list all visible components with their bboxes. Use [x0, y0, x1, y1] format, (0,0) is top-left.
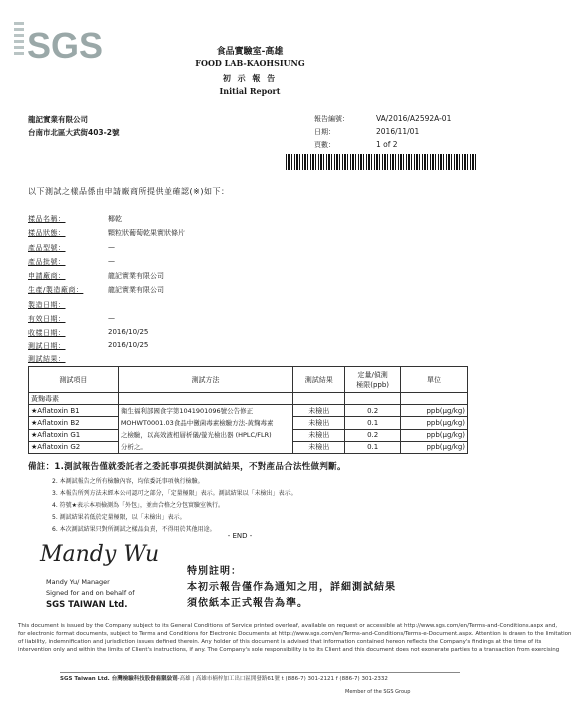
note-item: 3. 本報告所列方法未經本公司認可之部分，「定量極限」表示。測試結果以「未檢出」表示。: [52, 490, 297, 497]
table-cell-limit: 0.2: [345, 429, 401, 441]
field-value: 龍記實業有限公司: [108, 286, 164, 294]
page-count-label: 頁數：: [314, 141, 335, 149]
field-label: 收樣日期：: [28, 329, 66, 337]
disclaimer-line: of liability, indemnification and jurisdiction issues defined therein. Any holder of this document is advised that information contained hereon reflects the Company's findings at the time of its: [18, 639, 542, 645]
table-header-limit: 定量/偵測 極限(ppb): [345, 367, 401, 393]
table-cell-unit: ppb(μg/kg): [401, 405, 468, 417]
notes-title: 備註：1.測試報告僅就委託者之委託事項提供測試結果，不對產品合法性做判斷。: [28, 462, 346, 472]
page-count-value: 1 of 2: [376, 140, 398, 149]
field-value: 2016/10/25: [108, 328, 149, 336]
client-address: 台南市北區大武街403-2號: [28, 128, 120, 137]
signed-for-label: Signed for and on behalf of: [46, 589, 135, 597]
table-cell-item: ★Aflatoxin B1: [29, 405, 119, 417]
table-cell-unit: ppb(μg/kg): [401, 441, 468, 453]
table-header-result: 測試結果: [293, 367, 345, 393]
sgs-logo: [14, 18, 106, 66]
report-number-label: 報告編號：: [314, 115, 349, 123]
signer-name-title: Mandy Yu/ Manager: [46, 578, 110, 586]
field-value: —: [108, 243, 115, 251]
field-value: —: [108, 257, 115, 265]
field-label: 產品型號：: [28, 244, 66, 252]
field-label: 有效日期：: [28, 315, 66, 323]
table-cell-unit: ppb(μg/kg): [401, 417, 468, 429]
field-value: 2016/10/25: [108, 341, 149, 349]
disclaimer-line: This document is issued by the Company subject to its General Conditions of Service printed overleaf, available on request or accessible at http://www.sgs.com/en/Terms-and-Conditions.aspx and,: [18, 623, 558, 629]
barcode: [286, 154, 476, 170]
client-name: 龍記實業有限公司: [28, 115, 88, 124]
field-label: 產品批號：: [28, 258, 66, 266]
report-date-label: 日期：: [314, 128, 335, 136]
table-cell-item: ★Aflatoxin G2: [29, 441, 119, 453]
special-notice-line: 本初示報告僅作為通知之用，詳細測試結果: [187, 582, 396, 593]
results-table: [28, 366, 468, 454]
end-mark: - END -: [227, 532, 253, 540]
logo-text: SGS: [27, 25, 104, 66]
notes-list: [52, 476, 472, 536]
field-label: 測試結果：: [28, 355, 66, 363]
report-title-en: Initial Report: [219, 86, 281, 96]
table-group-label: 黃麴毒素: [29, 393, 119, 405]
method-line: 衛生福利部國食字第1041901096號公告修正: [120, 407, 254, 415]
field-label: 樣品狀態：: [28, 229, 66, 237]
table-cell-result: 未檢出: [293, 441, 345, 453]
method-line: 之檢驗，以高效液相層析儀/螢光檢出器 (HPLC/FLR): [120, 431, 272, 439]
field-label: 申請廠商：: [28, 272, 66, 280]
table-header-unit: 單位: [401, 367, 468, 393]
table-row: [29, 405, 468, 417]
note-item: 2. 本測試報告之所有檢驗內容，均依委託事項執行檢驗。: [52, 478, 204, 485]
field-value: —: [108, 314, 115, 322]
field-value: 椰乾: [108, 215, 122, 223]
note-item: 4. 符號★表示本項檢測為「外包」，並由合格之分包實驗室執行。: [52, 502, 225, 509]
table-cell-result: 未檢出: [293, 417, 345, 429]
report-date-value: 2016/11/01: [376, 127, 420, 136]
table-cell-result: 未檢出: [293, 429, 345, 441]
disclaimer-line: for electronic format documents, subject to Terms and Conditions for Electronic Documents at http://www.sgs.com/en/Terms-and-Conditions/Terms-e-Document.aspx. Attention is drawn to the limitation: [18, 631, 572, 637]
table-cell-item: ★Aflatoxin G1: [29, 429, 119, 441]
footer-company: SGS Taiwan Ltd. 台灣檢驗科技股份有限公司: [60, 676, 178, 682]
footer-disclaimer: [18, 622, 572, 654]
table-cell-limit: 0.2: [345, 405, 401, 417]
field-label: 製造日期：: [28, 301, 66, 309]
report-title-zh: 初 示 報 告: [222, 73, 278, 83]
signer-company: SGS TAIWAN Ltd.: [46, 600, 128, 610]
lab-title-zh: 食品實驗室-高雄: [216, 47, 284, 57]
table-cell-limit: 0.1: [345, 417, 401, 429]
footer-divider: [60, 672, 460, 673]
table-header-item: 測試項目: [29, 367, 119, 393]
intro-text: 以下測試之樣品係由申請廠商所提供並確認(※)如下：: [28, 187, 230, 196]
table-cell-result: 未檢出: [293, 405, 345, 417]
method-line: MOHWT0001.03食品中黴菌毒素檢驗方法-黃麴毒素: [120, 419, 274, 427]
field-label: 生產/製造廠商：: [28, 286, 84, 294]
report-number-value: VA/2016/A2592A-01: [376, 114, 452, 123]
field-label: 樣品名稱：: [28, 215, 66, 223]
disclaimer-line: intervention only and within the limits of Client's instructions, if any. The Company's sole responsibility is to its Client and this document does not exonerate parties to a transaction from exercising: [18, 647, 560, 653]
table-cell-unit: ppb(μg/kg): [401, 429, 468, 441]
special-notice-title: 特別註明：: [187, 566, 242, 577]
table-header-method: 測試方法: [118, 367, 292, 393]
signature-script: Mandy Wu: [40, 542, 160, 567]
table-cell-limit: 0.1: [345, 441, 401, 453]
special-notice-line: 須依紙本正式報告為準。: [187, 598, 308, 609]
table-cell-method: [118, 405, 292, 454]
field-value: 顆粒狀葡萄乾果實狀條片: [108, 229, 185, 237]
note-item: 6. 本次測試結果只對所測試之樣品負責，不得用於其他用途。: [52, 526, 216, 533]
table-cell-item: ★Aflatoxin B2: [29, 417, 119, 429]
method-line: 分析之。: [120, 443, 147, 451]
footer-member: Member of the SGS Group: [345, 689, 411, 695]
lab-title-en: FOOD LAB-KAOHSIUNG: [195, 58, 305, 68]
field-value: 龍記實業有限公司: [108, 272, 164, 280]
footer-address: 食品實驗室-高雄 | 高雄市楠梓加工出口區開發路61號 t (886-7) 301-2121 f (886-7) 301-2332: [150, 676, 388, 682]
field-label: 測試日期：: [28, 342, 66, 350]
note-item: 5. 測試結果若低於定量極限，以「未檢出」表示。: [52, 514, 186, 521]
